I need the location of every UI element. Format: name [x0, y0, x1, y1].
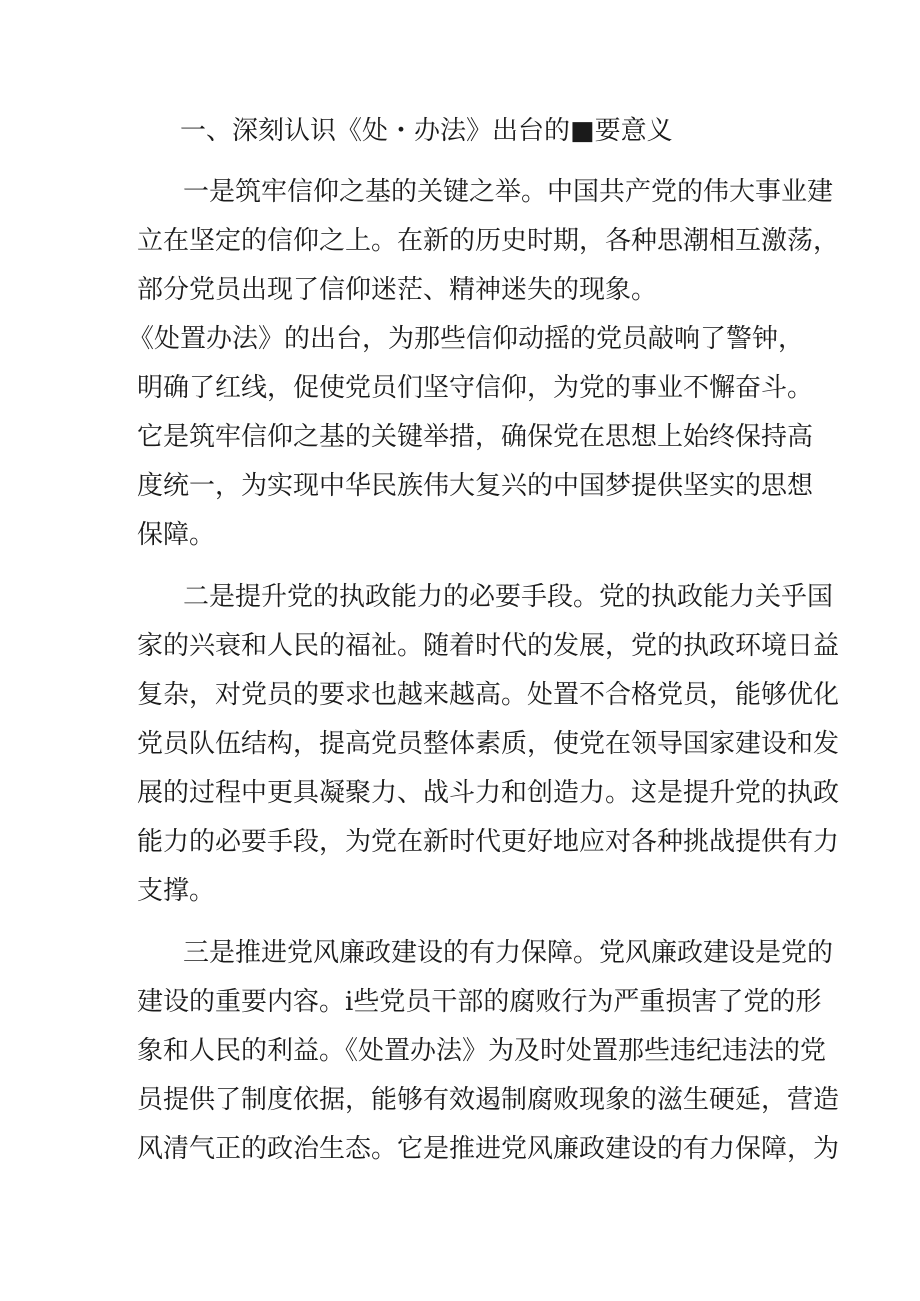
paragraph-3-line-4: 员提供了制度依据，能够有效遏制腐败现象的滋生硬延，营造	[137, 1085, 840, 1115]
paragraph-2-line-4: 党员队伍结构，提高党员整体素质，使党在领导国家建设和发	[137, 729, 840, 759]
paragraph-1-line-7: 度统一，为实现中华民族伟大复兴的中国梦提供坚实的思想	[137, 471, 814, 501]
paragraph-2-line-5: 展的过程中更具凝聚力、战斗力和创造力。这是提升党的执政	[137, 778, 840, 808]
paragraph-2-line-3: 复杂，对党员的要求也越来越高。处置不合格党员，能够优化	[137, 680, 840, 710]
paragraph-2-line-2: 家的兴衰和人民的福祉。随着时代的发展，党的执政环境日益	[137, 631, 840, 661]
section-heading: 一、深刻认识《处・办法》出台的■要意义	[180, 116, 673, 146]
paragraph-1-line-1: 一是筑牢信仰之基的关键之举。中国共产党的伟大事业建	[183, 177, 834, 207]
paragraph-1-line-8: 保障。	[137, 520, 216, 550]
paragraph-1-line-3: 部分党员出现了信仰迷茫、精神迷失的现象。	[137, 275, 658, 305]
paragraph-2-line-7: 支撑。	[137, 876, 216, 906]
paragraph-1-line-4: 《处置办法》的出台，为那些信仰动摇的党员敲响了警钟，	[128, 324, 805, 354]
paragraph-3-line-5: 风清气正的政治生态。它是推进党风廉政建设的有力保障，为	[137, 1134, 840, 1164]
paragraph-1-line-2: 立在坚定的信仰之上。在新的历史时期，各种思潮相互激荡，	[137, 226, 840, 256]
paragraph-3-line-2: 建设的重要内容。i些党员干部的腐败行为严重损害了党的形	[137, 987, 822, 1017]
paragraph-1-line-5: 明确了红线，促使党员们坚守信仰，为党的事业不懈奋斗。	[137, 373, 814, 403]
paragraph-1-line-6: 它是筑牢信仰之基的关键举措，确保党在思想上始终保持高	[137, 422, 814, 452]
paragraph-2-line-6: 能力的必要手段，为党在新时代更好地应对各种挑战提供有力	[137, 827, 840, 857]
paragraph-3-line-3: 象和人民的利益。《处置办法》为及时处置那些违纪违法的党	[137, 1036, 827, 1066]
paragraph-3-line-1: 三是推进党风廉政建设的有力保障。党风廉政建设是党的	[183, 938, 834, 968]
paragraph-2-line-1: 二是提升党的执政能力的必要手段。党的执政能力关乎国	[183, 582, 834, 612]
